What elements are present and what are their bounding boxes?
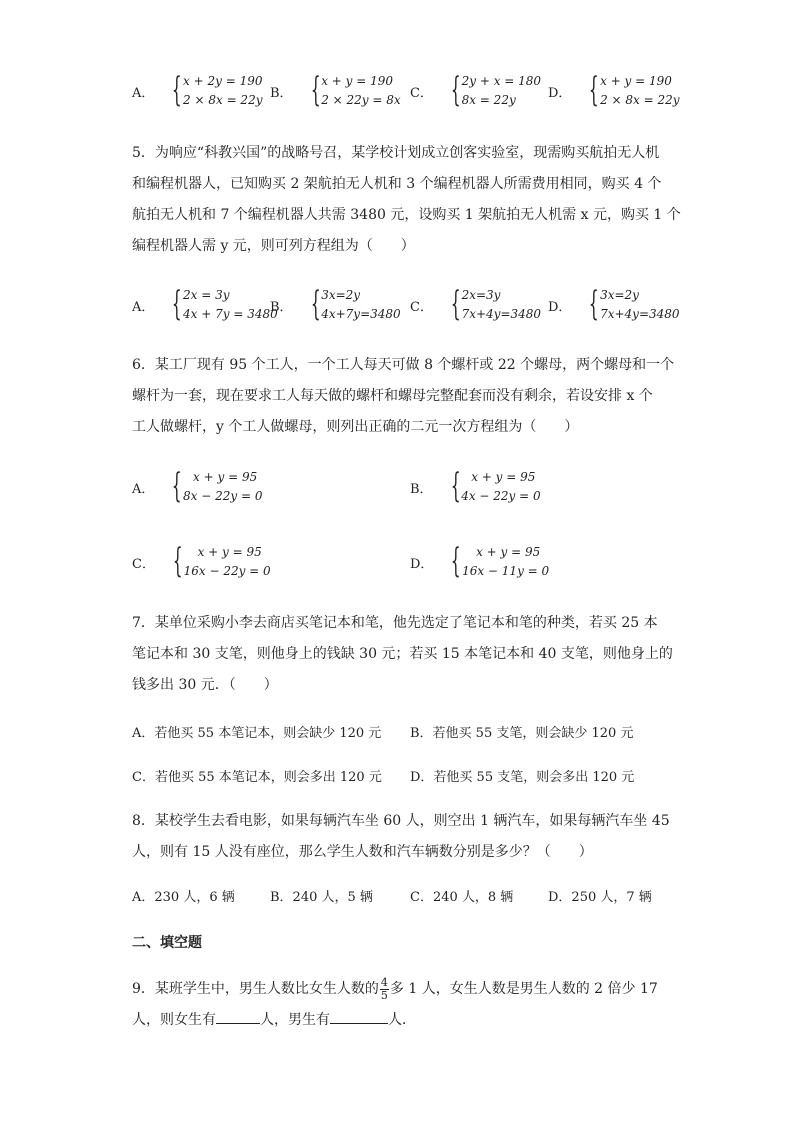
brace-icon: { <box>589 284 600 324</box>
brace-icon: { <box>450 70 461 110</box>
q4-option-b[interactable] <box>270 72 401 110</box>
equation: 8x − 22y = 0 <box>183 489 263 503</box>
option-label: C． <box>410 299 433 315</box>
equation: 8x = 22y <box>461 93 516 107</box>
brace-icon: { <box>310 284 321 324</box>
q7-option-b[interactable]: B．若他买 55 支笔，则会缺少 120 元 <box>410 726 634 741</box>
equation: 4x+7y=3480 <box>321 307 401 321</box>
equation: x + y = 95 <box>471 470 536 484</box>
equation: 2x=3y <box>461 288 501 302</box>
answer-blank-girls[interactable] <box>216 1009 260 1024</box>
q9-part1: 9．某班学生中，男生人数比女生人数的 <box>132 981 379 997</box>
brace-icon: { <box>450 284 461 324</box>
q5-option-c[interactable] <box>410 286 541 324</box>
option-label: A． <box>132 481 155 497</box>
q4-option-d[interactable] <box>548 72 680 110</box>
stem-line: 8．某校学生去看电影，如果每辆汽车坐 60 人，则空出 1 辆汽车，如果每辆汽车坐 45 <box>132 813 670 829</box>
equation: 7x+4y=3480 <box>600 307 680 321</box>
q7-stem <box>132 608 673 701</box>
fraction <box>380 977 389 1002</box>
q7-option-a[interactable]: A．若他买 55 本笔记本，则会缺少 120 元 <box>132 726 382 741</box>
q6-option-d[interactable] <box>410 543 549 581</box>
q7-option-c[interactable]: C．若他买 55 本笔记本，则会多出 120 元 <box>132 770 382 785</box>
stem-line: 7．某单位采购小李去商店买笔记本和笔，他先选定了笔记本和笔的种类，若买 25 本 <box>132 615 658 631</box>
option-label: A． <box>132 299 155 315</box>
q9-part2: 多 1 人，女生人数是男生人数的 2 倍少 17 <box>389 981 658 997</box>
equation: 16x − 11y = 0 <box>462 564 550 578</box>
equation: 2x = 3y <box>183 288 230 302</box>
brace-icon: { <box>451 541 462 581</box>
stem-line <box>132 974 662 1005</box>
equation: 4x + 7y = 3480 <box>183 307 278 321</box>
q9-stem <box>132 974 662 1036</box>
equation: x + y = 190 <box>600 74 672 88</box>
option-label: D． <box>410 556 434 572</box>
q5-stem <box>132 138 681 262</box>
q6-option-a[interactable] <box>132 468 262 506</box>
equation: 2 × 8x = 22y <box>600 93 680 107</box>
equation: x + 2y = 190 <box>183 74 263 88</box>
stem-line: 螺杆为一套，现在要求工人每天做的螺杆和螺母完整配套而没有剩余，若设安排 x 个 <box>132 388 653 404</box>
stem-line: 和编程机器人，已知购买 2 架航拍无人机和 3 个编程机器人所需费用相同，购买 4 个 <box>132 176 662 192</box>
answer-blank-boys[interactable] <box>330 1009 388 1024</box>
equation: 4x − 22y = 0 <box>461 489 541 503</box>
brace-icon: { <box>589 70 600 110</box>
stem-line: 工人做螺杆，y 个工人做螺母，则列出正确的二元一次方程组为（ ） <box>132 419 579 435</box>
option-label: C． <box>132 556 155 572</box>
equation: 16x − 22y = 0 <box>183 564 271 578</box>
equation: 2 × 22y = 8x <box>321 93 401 107</box>
equation: x + y = 95 <box>476 545 541 559</box>
brace-icon: { <box>172 466 183 506</box>
brace-icon: { <box>172 70 183 110</box>
q5-option-b[interactable] <box>270 286 401 324</box>
stem-line: 5．为响应“科教兴国”的战略号召，某学校计划成立创客实验室，现需购买航拍无人机 <box>132 145 660 161</box>
option-label: C． <box>410 85 433 101</box>
equation: 2 × 8x = 22y <box>183 93 263 107</box>
q8-option-c[interactable]: C．240 人，8 辆 <box>410 890 514 905</box>
q6-option-c[interactable] <box>132 543 271 581</box>
option-label: B． <box>270 299 293 315</box>
fraction-numerator: 4 <box>380 975 388 989</box>
equation: x + y = 190 <box>321 74 394 88</box>
option-label: A． <box>132 85 155 101</box>
equation: x + y = 95 <box>193 470 258 484</box>
q8-option-d[interactable]: D．250 人，7 辆 <box>548 890 652 905</box>
equation: 3x=2y <box>321 288 361 302</box>
equation: 3x=2y <box>600 288 639 302</box>
brace-icon: { <box>450 466 461 506</box>
stem-line: 人，则有 15 人没有座位，那么学生人数和汽车辆数分别是多少？（ ） <box>132 844 593 860</box>
q8-option-b[interactable]: B．240 人，5 辆 <box>270 890 373 905</box>
stem-line <box>132 1005 662 1036</box>
q9-line2-b: 人，男生有 <box>260 1012 330 1028</box>
option-label: D． <box>548 299 572 315</box>
q9-line2-a: 人，则女生有 <box>132 1012 216 1028</box>
equation: 7x+4y=3480 <box>461 307 542 321</box>
brace-icon: { <box>172 541 183 581</box>
stem-line: 6．某工厂现有 95 个工人，一个工人每天可做 8 个螺杆或 22 个螺母，两个螺母和一个 <box>132 357 675 373</box>
q4-option-a[interactable] <box>132 72 262 110</box>
brace-icon: { <box>310 70 321 110</box>
option-label: B． <box>410 481 433 497</box>
q6-stem <box>132 350 675 443</box>
equation: x + y = 95 <box>197 545 262 559</box>
q8-stem <box>132 806 670 868</box>
q9-line2-c: 人． <box>388 1012 416 1028</box>
q5-option-a[interactable] <box>132 286 278 324</box>
brace-icon: { <box>172 284 183 324</box>
option-label: B． <box>270 85 293 101</box>
q6-option-b[interactable] <box>410 468 541 506</box>
q8-option-a[interactable]: A．230 人，6 辆 <box>132 890 235 905</box>
stem-line: 编程机器人需 y 元，则可列方程组为（ ） <box>132 238 415 254</box>
q4-option-c[interactable] <box>410 72 541 110</box>
stem-line: 笔记本和 30 支笔，则他身上的钱缺 30 元；若买 15 本笔记本和 40 支笔，则他身上的 <box>132 646 673 662</box>
q5-option-d[interactable] <box>548 286 680 324</box>
option-label: D． <box>548 85 572 101</box>
section-title: 二、填空题 <box>132 935 202 951</box>
equation: 2y + x = 180 <box>461 74 542 88</box>
fraction-denominator: 5 <box>380 988 388 1002</box>
stem-line: 钱多出 30 元．（ ） <box>132 677 278 693</box>
q7-option-d[interactable]: D．若他买 55 支笔，则会多出 120 元 <box>410 770 635 785</box>
stem-line: 航拍无人机和 7 个编程机器人共需 3480 元，设购买 1 架航拍无人机需 x 元，购买 1 个 <box>132 207 681 223</box>
